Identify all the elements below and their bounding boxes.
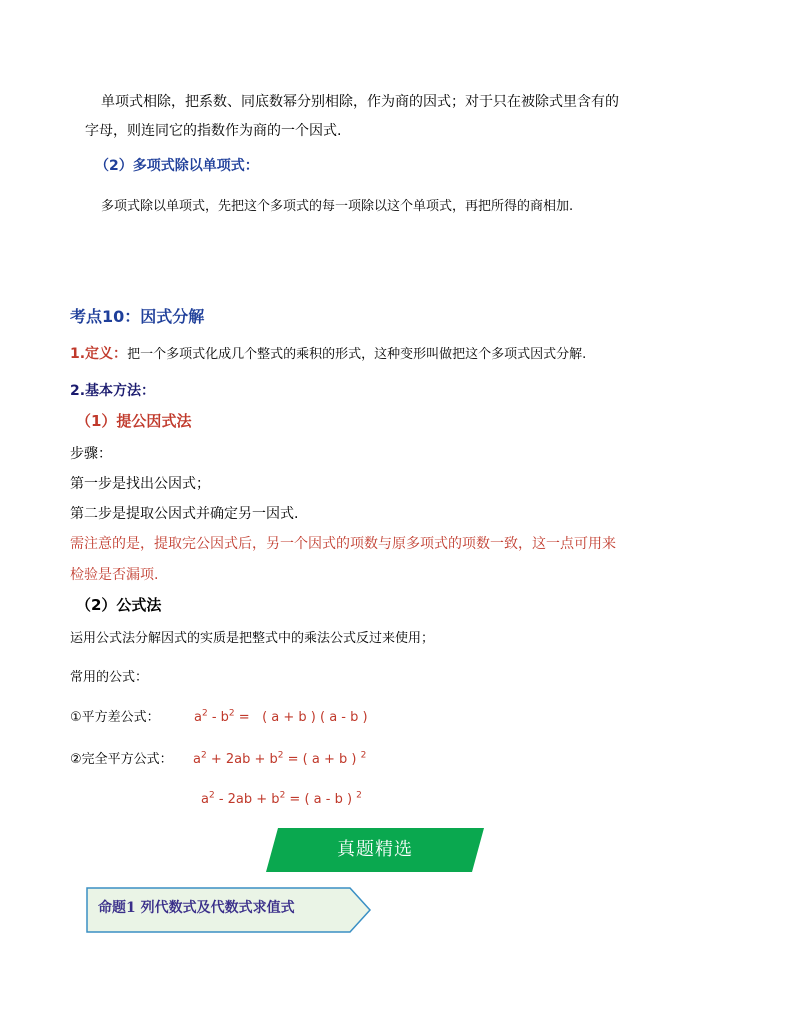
- paragraph-monomial-division-line2: 字母，则连同它的指数作为商的一个因式.: [85, 123, 342, 139]
- steps-label: 步骤：: [70, 446, 112, 462]
- formula1-label: ①平方差公式：: [70, 710, 160, 725]
- formula-square-of-difference: $a^2 - 2ab + b^2$ = ( a - b ) $^2$: [201, 790, 362, 807]
- paragraph-polynomial-division: 多项式除以单项式，先把这个多项式的每一项除以这个单项式，再把所得的商相加.: [101, 199, 574, 214]
- note-line2: 检验是否漏项.: [70, 567, 159, 583]
- formula-difference-of-squares: $a^2 - b^2$ = ( a + b ) ( a - b ): [194, 708, 368, 725]
- definition-label: 1.定义：: [70, 346, 128, 362]
- definition-line: [70, 344, 586, 365]
- method1-title: （1）提公因式法: [76, 412, 192, 430]
- note-line1: 需注意的是，提取完公因式后，另一个因式的项数与原多项式的项数一致，这一点可用来: [70, 536, 616, 552]
- method2-title: （2）公式法: [76, 596, 162, 614]
- subheading-polynomial-division: （2）多项式除以单项式：: [95, 158, 259, 174]
- common-formulas-label: 常用的公式：: [70, 670, 149, 685]
- formula2-label: ②完全平方公式：: [70, 752, 173, 767]
- definition-text: 把一个多项式化成几个整式的乘积的形式，这种变形叫做把这个多项式因式分解.: [127, 347, 587, 362]
- proposition-tag-text: 命题1 列代数式及代数式求值式: [98, 900, 295, 916]
- basic-methods-label: 2.基本方法：: [70, 383, 156, 399]
- section-heading-factoring: 考点10：因式分解: [70, 307, 205, 326]
- step-one: 第一步是找出公因式；: [70, 476, 210, 492]
- paragraph-monomial-division-line1: 单项式相除，把系数、同底数幂分别相除，作为商的因式；对于只在被除式里含有的: [101, 94, 619, 110]
- section-banner-text: 真题精选: [337, 839, 413, 860]
- formula-square-of-sum: $a^2 + 2ab + b^2$ = ( a + b ) $^2$: [193, 750, 367, 767]
- step-two: 第二步是提取公因式并确定另一因式.: [70, 506, 299, 522]
- formula-method-intro: 运用公式法分解因式的实质是把整式中的乘法公式反过来使用；: [70, 631, 435, 646]
